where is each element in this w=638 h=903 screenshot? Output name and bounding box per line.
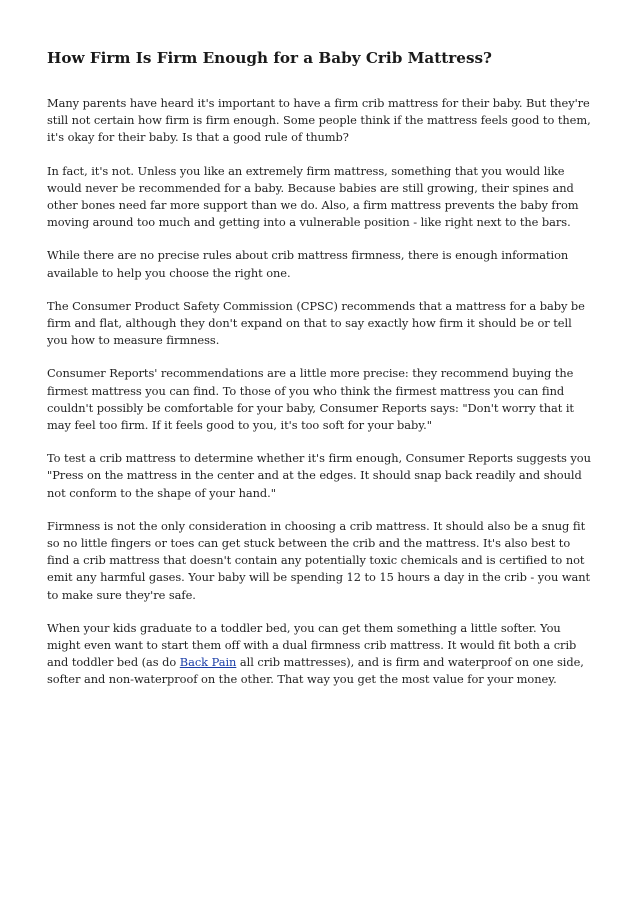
paragraph-cpsc: The Consumer Product Safety Commission (CPSC) recommends that a mattress for a baby be firm and flat, although they don't expand on that to say exactly how firm it should be or tell you how to measure firmness. [47, 298, 585, 348]
paragraph-snug-fit: Firmness is not the only consideration in choosing a crib mattress. It should also be a snug fit so no little fingers or toes can get stuck between the crib and the mattress. It's also best to find a crib mattress that doesn't contain any potentially toxic chemicals and is certified to not emit any harmful gases. Your baby will be spending 12 to 15 hours a day in the crib - you want to make sure they're safe. [47, 518, 591, 602]
paragraph-test-mattress: To test a crib mattress to determine whether it's firm enough, Consumer Reports suggests you "Press on the mattress in the center and at the edges. It should snap back readily and should not conform to the shape of your hand." [47, 451, 591, 500]
paragraph-not-okay: In fact, it's not. Unless you like an extremely firm mattress, something that you would like would never be recommended for a baby. Because babies are still growing, their spines and other bones need far more support than we do. Also, a firm mattress prevents the baby from moving around too much and getting into a vulnerable position - like right next to the bars. [47, 163, 579, 230]
paragraph-no-precise-rules: While there are no precise rules about crib mattress firmness, there is enough information available to help you choose the right one. [47, 248, 569, 280]
paragraph-intro: Many parents have heard it's important to have a firm crib mattress for their baby. But they're still not certain how firm is firm enough. Some people think if the mattress feels good to them, it's okay for their baby. Is that a good rule of thumb? [47, 96, 591, 145]
back-pain-link[interactable]: Back Pain [179, 655, 237, 670]
paragraph-toddler-bed-text-before: When your kids graduate to a toddler bed, you can get them something a little softer. You might even want to start them off with a dual firmness crib mattress. It would fit both a crib and toddler bed (as do [47, 620, 577, 670]
paragraph-toddler-bed-text-after: all crib mattresses), and is firm and waterproof on one side, softer and non-waterproof on the other. That way you get the most value for your money. [47, 655, 584, 687]
paragraph-consumer-reports: Consumer Reports' recommendations are a little more precise: they recommend buying the firmest mattress you can find. To those of you who think the firmest mattress you can find couldn't possibly be comfortable for your baby, Consumer Reports says: "Don't worry that it may feel too firm. If it feels good to you, it's too soft for your baby." [47, 366, 574, 433]
document-title: How Firm Is Firm Enough for a Baby Crib Mattress? [47, 49, 492, 67]
document-page [47, 48, 595, 705]
paragraph-toddler-bed [47, 620, 595, 689]
